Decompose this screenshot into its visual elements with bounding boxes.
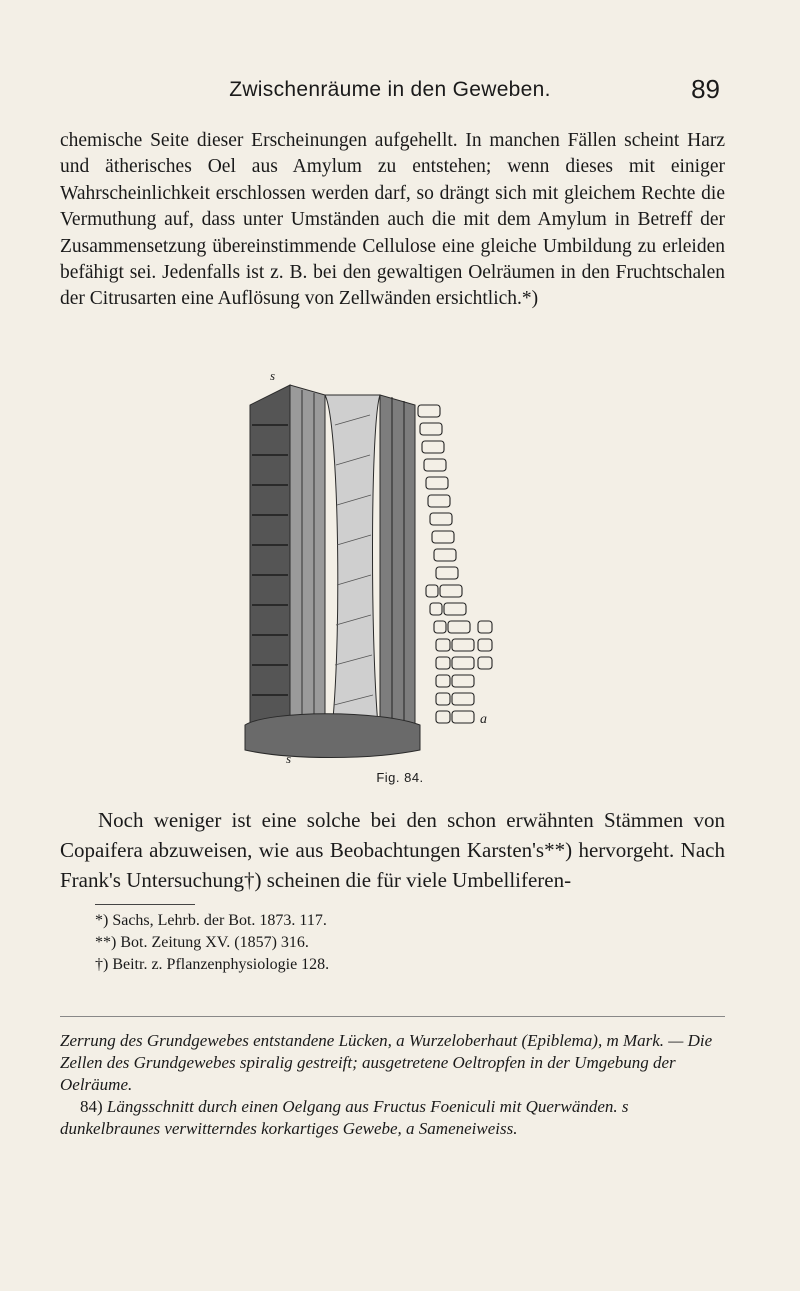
- footnote-2: **) Bot. Zeitung XV. (1857) 316.: [95, 934, 309, 951]
- footnote-1: *) Sachs, Lehrb. der Bot. 1873. 117.: [95, 912, 327, 929]
- paragraph-2: Noch weniger ist eine solche bei den schon erwähnten Stämmen von Copaifera abzuweisen, wie aus Beobachtungen Karsten's**) hervorgeht. Nach Frank's Untersuchung†) scheinen die für viele Umbelliferen-: [60, 808, 725, 892]
- running-title: Zwischenräume in den Geweben.: [229, 78, 551, 101]
- figure-legend-83: Zerrung des Grundgewebes entstandene Lücken, a Wurzeloberhaut (Epiblema), m Mark. — Die Zellen des Grundgewebes spiralig gestreift; ausgetretene Oeltropfen in der Umgebung der Oelräume.: [60, 1031, 713, 1094]
- figure-legend-84-number: 84): [80, 1097, 103, 1116]
- figure-label-top-s: s: [270, 368, 276, 383]
- figure-label-a: a: [480, 712, 487, 727]
- paragraph-1: chemische Seite dieser Erscheinungen aufgehellt. In manchen Fällen scheint Harz und ätherisches Oel aus Amylum zu entstehen; wenn dieses mit einiger Wahrscheinlichkeit erschlossen werden darf, so drängt sich mit gleichem Rechte die Vermuthung auf, dass unter Umständen auch die mit dem Amylum in Betreff der Zusammensetzung übereinstimmende Cellulose eine gleiche Umbildung zu erleiden befähigt sei. Jedenfalls ist z. B. bei den gewaltigen Oelräumen in den Fruchtschalen der Citrusarten eine Auflösung von Zellwänden ersichtlich.*): [60, 130, 725, 310]
- footnote-3: †) Beitr. z. Pflanzenphysiologie 128.: [95, 956, 330, 973]
- figure-caption: Fig. 84.: [376, 770, 424, 785]
- legend-divider: [60, 1016, 725, 1017]
- page-number: 89: [691, 74, 720, 104]
- figure-legend-84: [60, 1096, 725, 1140]
- figure-legend: [60, 1030, 725, 1140]
- figure-label-bottom-s: s: [286, 751, 292, 765]
- running-header: [60, 72, 720, 108]
- footnote-divider: [95, 904, 195, 905]
- figure-legend-84-text: Längsschnitt durch einen Oelgang aus Fructus Foeniculi mit Querwänden. s dunkelbraunes verwitterndes korkartiges Gewebe, a Sameneiweiss.: [60, 1097, 629, 1138]
- footnotes: [95, 910, 329, 976]
- figure-84-illustration: [230, 365, 520, 765]
